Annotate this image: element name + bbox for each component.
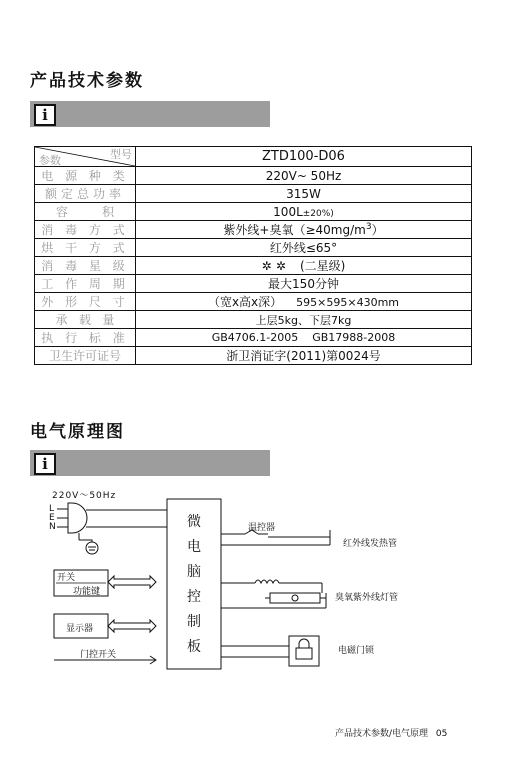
thermostat-label: 温控器 xyxy=(248,523,276,533)
footer-text: 产品技术参数/电气原理 xyxy=(335,729,429,739)
row-value: 220V~ 50Hz xyxy=(136,167,472,185)
ozone-lamp-label: 臭氧紫外线灯管 xyxy=(335,593,399,603)
switch-label: 开关 xyxy=(57,573,76,583)
star-rating: (二星级) xyxy=(299,259,346,273)
row-value: 浙卫消证字(2011)第0024号 xyxy=(136,347,472,365)
row-label: 工 作 周 期 xyxy=(35,275,136,293)
row-label: 外 形 尺 寸 xyxy=(35,293,136,311)
infrared-heater-label: 红外线发热管 xyxy=(343,539,398,549)
volume-value: 100L xyxy=(273,204,303,219)
line-L: L xyxy=(49,504,55,514)
row-label: 烘 干 方 式 xyxy=(35,239,136,257)
row-value: 上层5kg、下层7kg xyxy=(136,311,472,329)
row-label: 容 积 xyxy=(35,203,136,221)
star-icon: ✲ ✲ xyxy=(261,259,286,273)
section-title-specs: 产品技术参数 xyxy=(30,71,144,91)
page-number: 05 xyxy=(435,729,448,739)
row-value: 315W xyxy=(136,185,472,203)
dims-value: 595×595×430mm xyxy=(296,296,400,309)
controller-char: 板 xyxy=(187,639,201,655)
row-value: GB4706.1-2005 GB17988-2008 xyxy=(136,329,472,347)
row-label: 电 源 种 类 xyxy=(35,167,136,185)
function-key-label: 功能键 xyxy=(73,587,101,597)
model-value: ZTD100-D06 xyxy=(136,147,472,167)
display-label: 显示器 xyxy=(66,624,94,634)
info-icon: i xyxy=(34,453,56,475)
door-switch-label: 门控开关 xyxy=(80,650,117,660)
footer xyxy=(335,726,447,739)
controller-board xyxy=(167,510,221,660)
controller-char: 脑 xyxy=(187,564,201,580)
row-label: 消 毒 星 级 xyxy=(35,257,136,275)
line-E: E xyxy=(49,513,55,523)
row-value: 最大150分钟 xyxy=(136,275,472,293)
disinfect-method: 紫外线+臭氧（≥40mg/m xyxy=(223,223,366,237)
disinfect-tail: ） xyxy=(371,223,384,237)
door-lock-label: 电磁门锁 xyxy=(338,646,375,656)
volume-tolerance: ±20%) xyxy=(302,208,334,219)
row-label: 执 行 标 准 xyxy=(35,329,136,347)
line-N: N xyxy=(49,522,56,532)
row-value: 红外线≤65° xyxy=(136,239,472,257)
row-label: 卫生许可证号 xyxy=(35,347,136,365)
controller-char: 电 xyxy=(187,539,201,555)
row-label: 额定总功率 xyxy=(35,185,136,203)
dims-label: （宽x高x深） xyxy=(207,295,283,309)
header-param: 参数 xyxy=(39,154,61,167)
info-icon: i xyxy=(34,104,56,126)
row-label: 消 毒 方 式 xyxy=(35,221,136,239)
row-label: 承 载 量 xyxy=(35,311,136,329)
controller-char: 微 xyxy=(187,514,201,530)
controller-char: 制 xyxy=(187,614,201,630)
controller-char: 控 xyxy=(187,589,201,605)
header-model: 型号 xyxy=(110,148,132,161)
superscript: 3 xyxy=(365,222,372,232)
power-label: 220V～50Hz xyxy=(52,491,117,501)
section-title-circuit: 电气原理图 xyxy=(30,422,125,442)
